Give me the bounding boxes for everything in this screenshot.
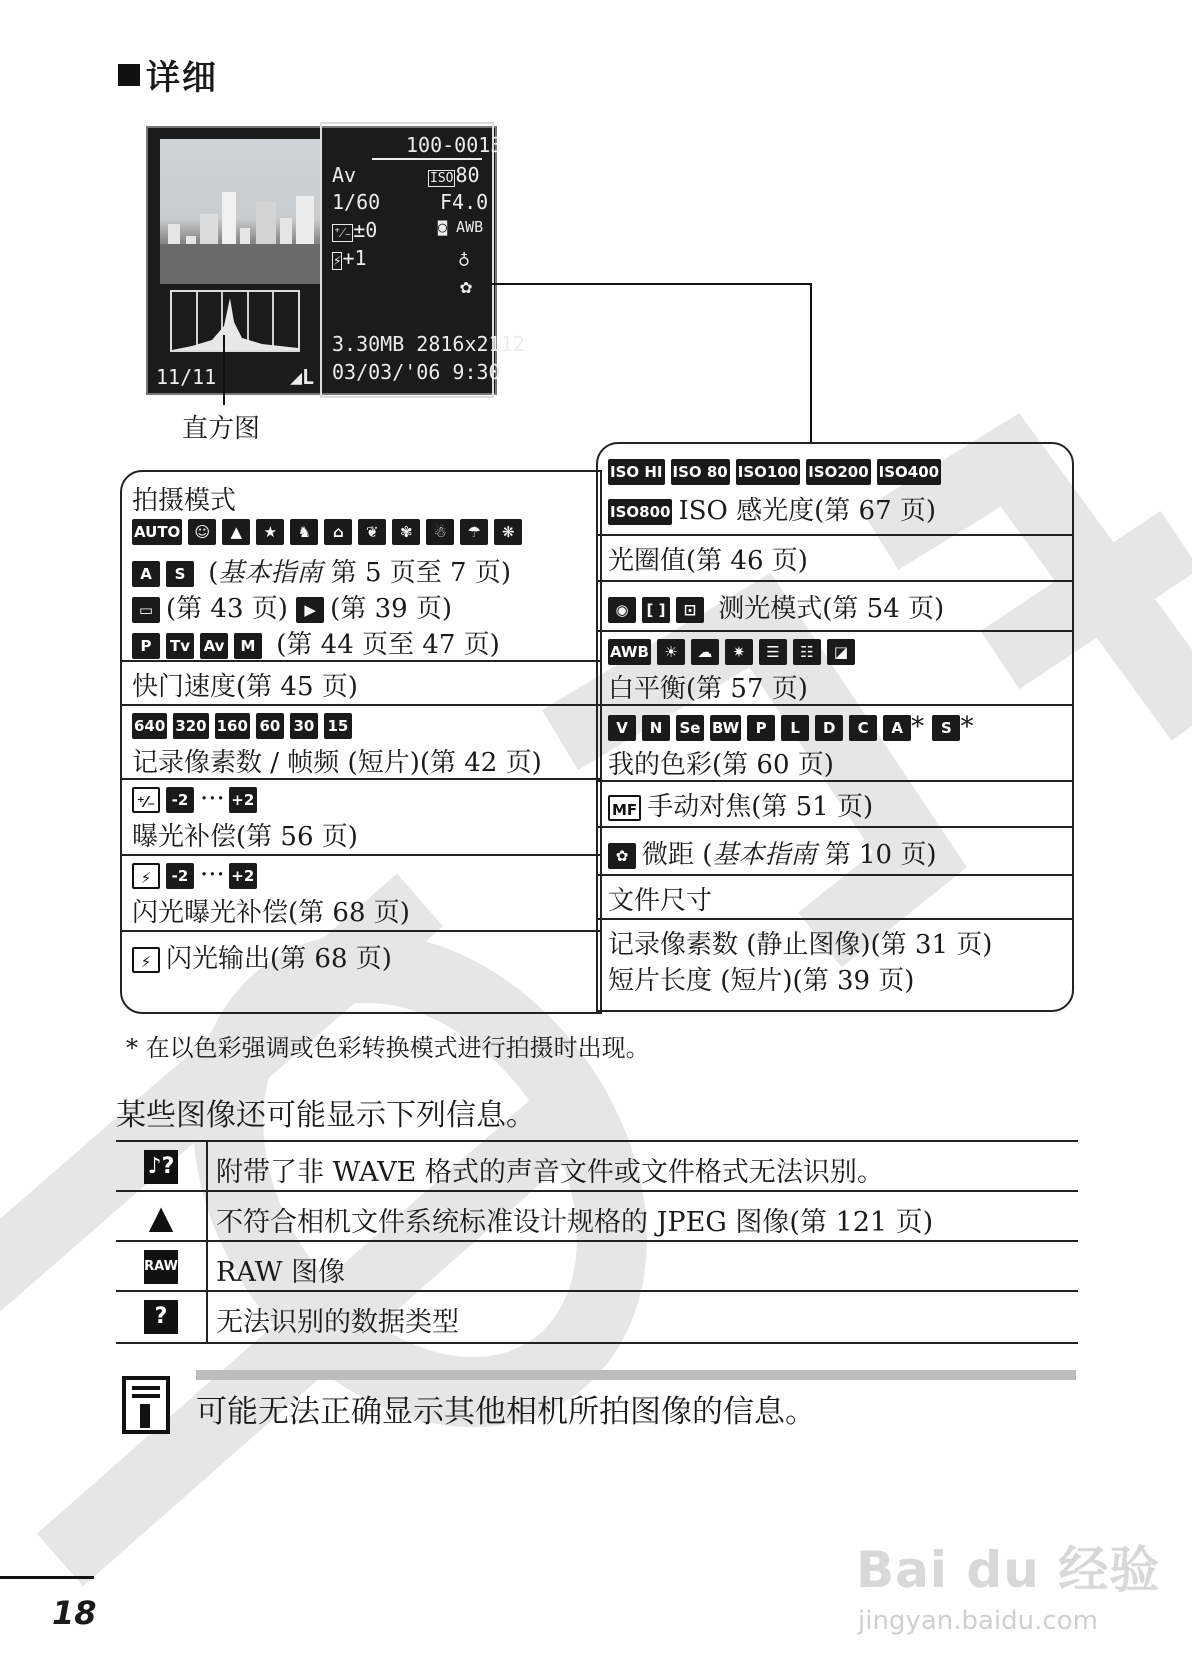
tv-mode-icon: Tv xyxy=(166,633,194,659)
extra-row-text: 无法识别的数据类型 xyxy=(216,1307,459,1338)
row-my-colors xyxy=(598,704,1072,782)
vivid-icon: V xyxy=(608,715,636,741)
recording-pixels-text: 记录像素数 / 帧频 (短片)(第 42 页) xyxy=(132,748,542,778)
auto-mode-icon: AUTO xyxy=(132,519,182,545)
row-manual-focus xyxy=(598,780,1072,828)
color-accent-icon: A xyxy=(883,715,911,741)
tip-text: 可能无法正确显示其他相机所拍图像的信息。 xyxy=(196,1394,816,1430)
extra-row-text: RAW 图像 xyxy=(216,1257,346,1288)
footnote: * 在以色彩强调或色彩转换模式进行拍摄时出现。 xyxy=(126,1034,650,1062)
beach-icon: ☂ xyxy=(460,519,488,545)
awb-icon: AWB xyxy=(608,639,651,665)
info-divider xyxy=(372,158,482,160)
lcd-file-size: 3.30MB 2816x2112 xyxy=(332,332,525,356)
indoor-icon: ⌂ xyxy=(324,519,352,545)
lcd-iso: ISO 80 xyxy=(430,163,480,187)
rec-still-text: 记录像素数 (静止图像)(第 31 页) xyxy=(608,930,993,960)
flash-output-icon: ⚡ xyxy=(132,947,160,973)
left-info-table xyxy=(120,470,602,1014)
flash-comp-icon: ⚡ xyxy=(132,863,160,889)
manual-mode-icon: M xyxy=(234,633,262,659)
scene-mode-icons xyxy=(132,516,528,546)
manual-focus-line: MF 手动对焦(第 51 页) xyxy=(608,786,873,823)
preview-photo xyxy=(160,139,322,284)
color-swap-icon: S xyxy=(932,715,960,741)
positive-film-icon: P xyxy=(747,715,775,741)
iso-80-icon: ISO 80 xyxy=(671,459,730,485)
stitch-assist-icon: ▭ xyxy=(132,597,160,623)
cloudy-icon: ☁ xyxy=(691,639,719,665)
frame-counter: 11/11 xyxy=(156,365,217,389)
flash-comp-range: ⚡ -2 ··· +2 xyxy=(132,860,263,890)
minus2-icon: -2 xyxy=(166,787,194,813)
av-mode-icon: Av xyxy=(200,633,228,659)
extra-row-jpeg xyxy=(116,1190,1078,1242)
section-title: 详细 xyxy=(118,50,218,99)
stitch-movie-line: ▭ (第 43 页) ▶ (第 39 页) xyxy=(132,588,452,625)
row-macro xyxy=(598,826,1072,876)
page-rule xyxy=(0,1576,94,1579)
movie-length-text: 短片长度 (短片)(第 39 页) xyxy=(608,966,915,996)
movie-icon: ▶ xyxy=(296,597,324,623)
night-snapshot-icon: ★ xyxy=(256,519,284,545)
macro-line: ✿ 微距 (基本指南 第 10 页) xyxy=(608,834,936,871)
aperture-text: 光圈值(第 46 页) xyxy=(608,546,808,576)
flash-exp-comp-text: 闪光曝光补偿(第 68 页) xyxy=(132,898,410,928)
daylight-icon: ☀ xyxy=(657,639,685,665)
baidu-logo: Bai du 经验 xyxy=(856,1541,1161,1599)
histogram-pointer xyxy=(223,335,225,405)
lead-text: 某些图像还可能显示下列信息。 xyxy=(116,1098,536,1133)
center-weighted-icon: [ ] xyxy=(642,597,670,623)
baidu-url: jingyan.baidu.com xyxy=(858,1606,1098,1636)
row-aperture xyxy=(598,534,1072,582)
info-connector-v xyxy=(810,283,812,443)
lcd-shooting-mode: Av xyxy=(332,163,357,187)
creative-modes-line: P Tv Av M (第 44 页至 47 页) xyxy=(132,624,500,661)
neutral-icon: N xyxy=(642,715,670,741)
lcd-flash-comp: ⚡+1 xyxy=(333,246,367,270)
extra-row-unknown xyxy=(116,1290,1078,1344)
tip-bar xyxy=(196,1370,1076,1380)
iso-hi-icon: ISO HI xyxy=(608,459,665,485)
lcd-datetime: 03/03/'06 9:30 xyxy=(332,360,501,384)
color-modes-line: A S (基本指南 第 5 页至 7 页) xyxy=(132,552,511,589)
evaluative-metering-icon: ◉ xyxy=(608,597,636,623)
darker-skin-icon: D xyxy=(815,715,843,741)
iso-400-icon: ISO400 xyxy=(877,459,941,485)
recording-pixel-icons xyxy=(132,710,358,740)
info-connector-h xyxy=(492,283,812,285)
lcd-shutter: 1/60 xyxy=(332,190,381,214)
sepia-icon: Se xyxy=(676,715,704,741)
row-flash-exp-comp xyxy=(122,854,600,932)
lcd-aperture: F4.0 xyxy=(440,190,489,214)
metering-line: ◉ [ ] ⊡ 测光模式(第 54 页) xyxy=(608,588,944,625)
lcd-macro-icon: ✿ xyxy=(460,274,473,298)
row-rec-length xyxy=(598,918,1072,1008)
snow-icon: ☃ xyxy=(426,519,454,545)
custom-wb-icon: ◪ xyxy=(827,639,855,665)
program-mode-icon: P xyxy=(132,633,160,659)
custom-color-icon: C xyxy=(849,715,877,741)
color-accent-icon: A xyxy=(132,561,160,587)
warning-triangle-icon: ▲ xyxy=(148,1198,174,1236)
row-iso xyxy=(598,444,1072,536)
iso-100-icon: ISO100 xyxy=(736,459,800,485)
mf-icon: MF xyxy=(608,795,641,821)
file-size-text: 文件尺寸 xyxy=(608,886,713,916)
square-bullet-icon xyxy=(118,64,140,86)
row-file-size xyxy=(598,874,1072,920)
shutter-speed-text: 快门速度(第 45 页) xyxy=(132,672,358,702)
exposure-comp-range: ⁺⁄₋ -2 ··· +2 xyxy=(132,784,263,814)
row-shooting-mode xyxy=(122,472,600,662)
res-160-icon: 160 xyxy=(215,713,250,739)
minus2-icon: -2 xyxy=(166,863,194,889)
lighter-skin-icon: L xyxy=(781,715,809,741)
memo-icon xyxy=(122,1376,170,1434)
fps-15-icon: 15 xyxy=(324,713,352,739)
lcd-metering-wb: ◙ AWB xyxy=(438,218,484,236)
res-320-icon: 320 xyxy=(173,713,208,739)
plus2-icon: +2 xyxy=(229,787,257,813)
wb-icons xyxy=(608,636,861,666)
res-640-icon: 640 xyxy=(132,713,167,739)
file-number: 100-0013 xyxy=(406,133,503,157)
quality-indicator: ◢L xyxy=(290,365,315,389)
iso-800-icon: ISO800 xyxy=(608,499,672,525)
white-balance-text: 白平衡(第 57 页) xyxy=(608,674,808,704)
iso-line2: ISO800 ISO 感光度(第 67 页) xyxy=(610,496,937,526)
right-info-table xyxy=(596,442,1074,1012)
shooting-mode-title: 拍摄模式 xyxy=(132,486,237,516)
sound-error-icon: ♪? xyxy=(144,1150,178,1184)
row-white-balance xyxy=(598,630,1072,706)
histogram-label: 直方图 xyxy=(182,414,261,444)
bw-icon: BW xyxy=(710,715,741,741)
fluorescent-icon: ☰ xyxy=(759,639,787,665)
landscape-icon: ▲ xyxy=(222,519,250,545)
foliage-icon: ✾ xyxy=(392,519,420,545)
lcd-my-colors-icon: ♁ xyxy=(458,246,471,270)
extra-row-text: 不符合相机文件系统标准设计规格的 JPEG 图像(第 121 页) xyxy=(216,1207,934,1238)
color-swap-icon: S xyxy=(166,561,194,587)
fps-30-icon: 30 xyxy=(290,713,318,739)
page-number: 18 xyxy=(52,1594,97,1632)
extra-row-sound xyxy=(116,1140,1078,1192)
macro-icon: ✿ xyxy=(608,843,636,869)
iso-icons-line1 xyxy=(608,456,947,486)
exposure-comp-text: 曝光补偿(第 56 页) xyxy=(132,822,358,852)
fps-60-icon: 60 xyxy=(256,713,284,739)
my-colors-text: 我的色彩(第 60 页) xyxy=(608,750,834,780)
row-flash-output xyxy=(122,930,600,980)
row-recording-pixels xyxy=(122,704,600,780)
raw-icon: RAW xyxy=(144,1250,178,1284)
row-shutter-speed xyxy=(122,660,600,706)
fluorescent-h-icon: ☷ xyxy=(793,639,821,665)
tungsten-icon: ✷ xyxy=(725,639,753,665)
exposure-comp-icon: ⁺⁄₋ xyxy=(132,787,160,813)
spot-metering-icon: ⊡ xyxy=(676,597,704,623)
histogram xyxy=(170,290,300,352)
kids-pets-icon: ♞ xyxy=(290,519,318,545)
plus2-icon: +2 xyxy=(229,863,257,889)
flash-output-line: ⚡ 闪光输出(第 68 页) xyxy=(132,938,392,975)
portrait-icon: ☺ xyxy=(188,519,216,545)
my-colors-icons: V N Se BW P L D C A * S * xyxy=(608,712,973,742)
iso-200-icon: ISO200 xyxy=(806,459,870,485)
question-mark-icon: ? xyxy=(144,1300,178,1334)
row-metering xyxy=(598,580,1072,632)
lcd-exposure-comp: ⁺⁄₋±0 xyxy=(333,218,378,242)
row-exposure-comp xyxy=(122,778,600,856)
leaves-icon: ❦ xyxy=(358,519,386,545)
extra-row-raw xyxy=(116,1240,1078,1292)
extra-row-text: 附带了非 WAVE 格式的声音文件或文件格式无法识别。 xyxy=(216,1157,884,1188)
fireworks-icon: ❋ xyxy=(494,519,522,545)
